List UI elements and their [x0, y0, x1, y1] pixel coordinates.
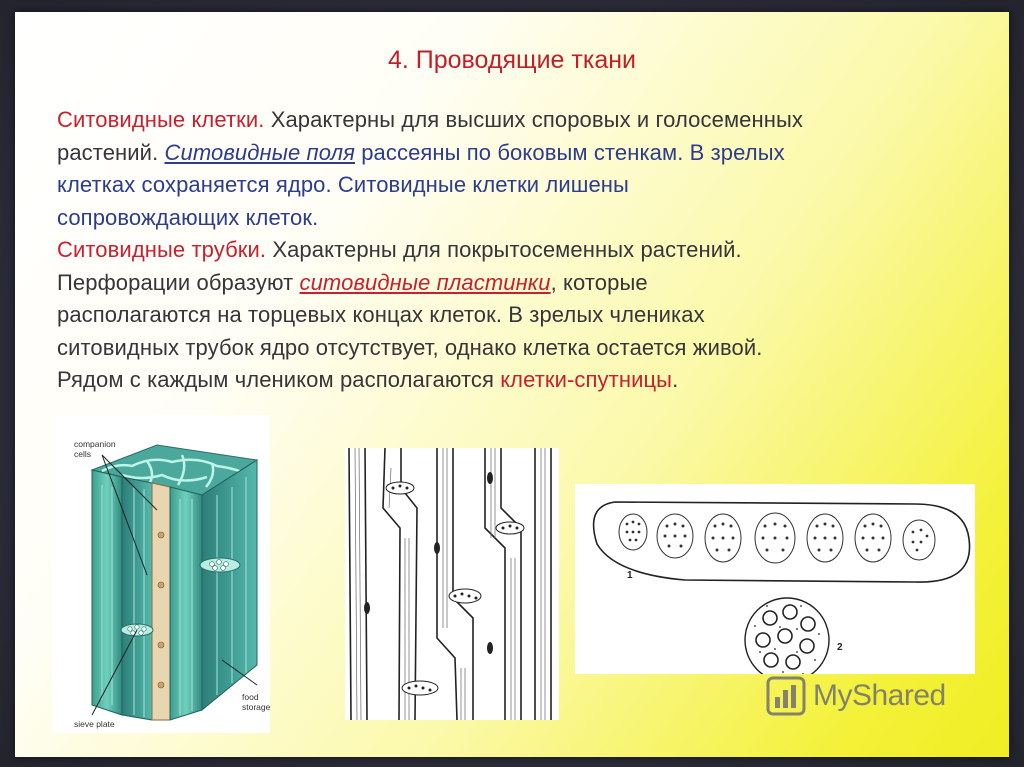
sieve-tube-3d-drawing	[52, 415, 270, 733]
para1-line2	[57, 137, 997, 170]
text: Характерны для покрытосеменных растений.	[266, 237, 742, 262]
para1-line4: сопровождающих клеток.	[57, 204, 319, 230]
text: Рядом с каждым члеником располагаются	[57, 367, 501, 392]
text: Перфорации образуют	[57, 269, 300, 295]
para2-line5	[57, 364, 997, 397]
text: Характерны для высших споровых и голосеменных	[264, 107, 804, 132]
myshared-watermark	[765, 674, 995, 718]
para2-line1	[57, 234, 997, 267]
para2-line2	[57, 267, 997, 300]
bar-chart-logo-icon	[765, 675, 807, 717]
para2-line3: располагаются на торцевых концах клеток. В зрелых члениках	[57, 302, 705, 327]
term-sieve-cells: Ситовидные клетки.	[57, 107, 265, 132]
label-1: 1	[627, 570, 633, 581]
watermark-text: MyShared	[813, 679, 946, 712]
slide-body	[57, 104, 997, 397]
term-sieve-tubes: Ситовидные трубки.	[57, 237, 267, 262]
text: , которые	[550, 269, 648, 295]
term-companion-cells: клетки-спутницы	[500, 367, 673, 392]
label-food: food	[242, 692, 259, 702]
sieve-fields-figure	[575, 484, 975, 674]
sieve-tube-line-figure	[345, 448, 559, 720]
slide-title: 4. Проводящие ткани	[387, 46, 637, 74]
sieve-tube-line-drawing	[345, 448, 559, 720]
label-storage: storage	[242, 702, 270, 712]
sieve-tube-3d-figure	[52, 415, 270, 733]
label-cells: cells	[74, 449, 92, 459]
label-sieve-plate: sieve plate	[74, 719, 115, 729]
slide	[15, 12, 1009, 757]
para2-line4: ситовидных трубок ядро отсутствует, однако клетка остается живой.	[57, 334, 763, 360]
para1-line1	[57, 104, 997, 137]
link-sieve-fields[interactable]: Ситовидные поля	[164, 139, 355, 165]
para1-line3: клетках сохраняется ядро. Ситовидные клетки лишены	[57, 172, 629, 197]
link-sieve-plates[interactable]: ситовидные пластинки	[299, 269, 551, 295]
text: .	[672, 367, 679, 392]
sieve-fields-drawing	[575, 484, 975, 674]
label-2: 2	[837, 642, 843, 653]
text-blue: рассеяны по боковым стенкам. В зрелых	[354, 139, 785, 165]
text: растений.	[57, 139, 165, 165]
label-companion: companion	[74, 439, 116, 449]
